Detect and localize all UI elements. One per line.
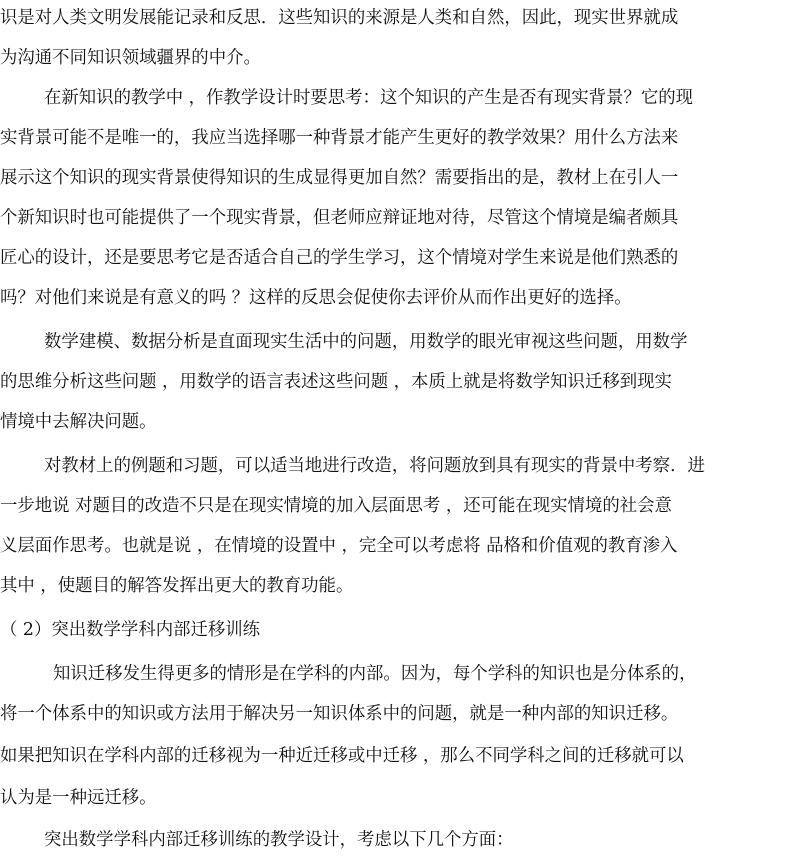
text-line: 对教材上的例题和习题，可以适当地进行改造，将问题放到具有现实的背景中考察．进: [44, 456, 705, 476]
text-line: 一步地说 对题目的改造不只是在现实情境的加入层面思考 ，还可能在现实情境的社会意: [0, 496, 672, 516]
text-line: 展示这个知识的现实背景使得知识的生成显得更加自然？需要指出的是，教材上在引人一: [0, 168, 679, 188]
text-line: 数学建模、数据分析是直面现实生活中的问题，用数学的眼光审视这些问题，用数学: [44, 332, 688, 352]
text-line: 在新知识的教学中 ，作教学设计时要思考：这个知识的产生是否有现实背景？它的现: [44, 88, 693, 108]
text-line: 的思维分析这些问题 ，用数学的语言表述这些问题 ，本质上就是将数学知识迁移到现实: [0, 372, 672, 392]
text-line: 义层面作思考。也就是说 ，在情境的设置中 ，完全可以考虑将 品格和价值观的教育渗入: [0, 536, 678, 556]
text-line: 认为是一种远迁移。: [0, 788, 157, 808]
text-line: 突出数学学科内部迁移训练的教学设计，考虑以下几个方面：: [44, 830, 514, 850]
text-line: 吗？对他们来说是有意义的吗 ？这样的反思会促使你去评价从而作出更好的选择。: [0, 288, 632, 308]
text-line: 为沟通不同知识领域疆界的中介。: [0, 48, 261, 68]
text-line: 情境中去解决问题。: [0, 412, 157, 432]
text-line: 匠心的设计，还是要思考它是否适合自己的学生学习，这个情境对学生来说是他们熟悉的: [0, 248, 679, 268]
text-line: 个新知识时也可能提供了一个现实背景，但老师应辩证地对待，尽管这个情境是编者颇具: [0, 208, 679, 228]
text-line: 如果把知识在学科内部的迁移视为一种近迁移或中迁移 ，那么不同学科之间的迁移就可以: [0, 746, 684, 766]
text-line: 其中 ，使题目的解答发挥出更大的教育功能。: [0, 576, 354, 596]
text-line: 实背景可能不是唯一的，我应当选择哪一种背景才能产生更好的教学效果？用什么方法来: [0, 128, 679, 148]
section-heading: （ 2）突出数学学科内部迁移训练: [0, 620, 261, 640]
text-line: 知识迁移发生得更多的情形是在学科的内部。因为，每个学科的知识也是分体系的，: [53, 664, 697, 684]
text-line: 识是对人类文明发展能记录和反思．这些知识的来源是人类和自然，因此，现实世界就成: [0, 8, 679, 28]
text-line: 将一个体系中的知识或方法用于解决另一知识体系中的问题，就是一种内部的知识迁移。: [0, 704, 679, 724]
